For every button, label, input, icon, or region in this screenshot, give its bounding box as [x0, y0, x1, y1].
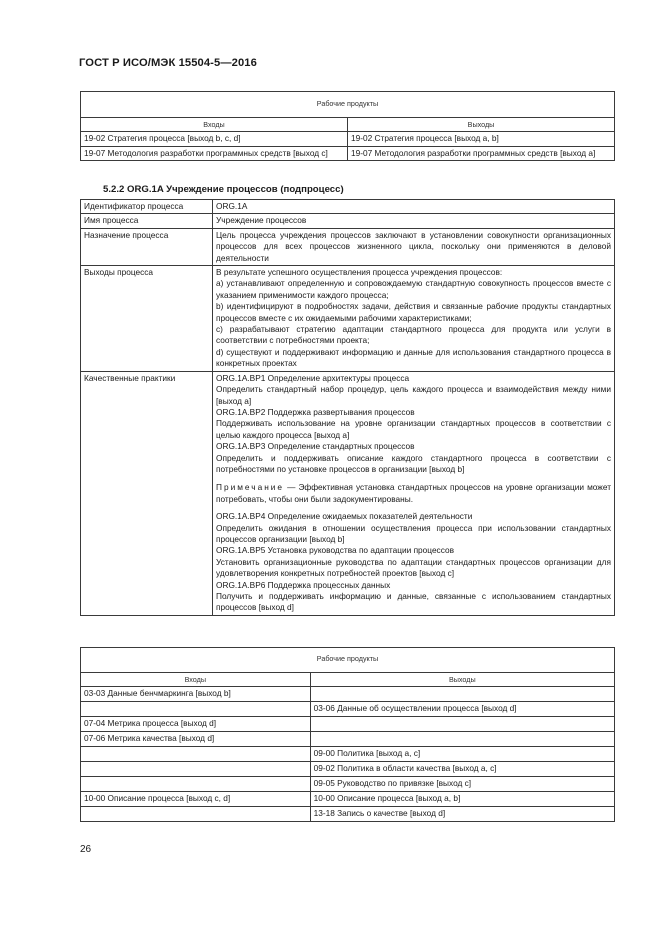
table3-out-5: 09-00 Политика [выход a, c] [310, 747, 614, 762]
outputs-cell [213, 266, 615, 372]
table-row [81, 732, 615, 747]
table-row [81, 702, 615, 717]
table-row [81, 777, 615, 792]
table1-col-inputs: Входы [81, 118, 348, 132]
work-products-table-2 [80, 647, 615, 822]
bp6-text: Получить и поддерживать информацию и данные, связанные с использованием стандартных процессов [выход d] [216, 591, 611, 613]
table3-col-inputs: Входы [81, 673, 311, 687]
bp3-text: Определить и поддерживать описание каждого стандартного процесса в соответствии с потребностями по установке процессов в организации [выход b] [216, 452, 611, 474]
table3-out-9: 13-18 Запись о качестве [выход d] [310, 807, 614, 822]
outputs-label: Выходы процесса [81, 266, 213, 372]
table1-out-2: 19-07 Методология разработки программных средств [выход a] [348, 146, 615, 160]
table1-out-1: 19-02 Стратегия процесса [выход a, b] [348, 132, 615, 146]
id-label: Идентификатор процесса [81, 200, 213, 214]
table3-out-6: 09-02 Политика в области качества [выход a, c] [310, 762, 614, 777]
table3-out-1 [310, 687, 614, 702]
table3-in-8: 10-00 Описание процесса [выход c, d] [81, 792, 311, 807]
work-products-table-1 [80, 91, 615, 161]
bp2-title: ORG.1A.BP2 Поддержка развертывания процессов [216, 406, 415, 417]
table3-out-4 [310, 732, 614, 747]
table3-in-5 [81, 747, 311, 762]
note-text: — Эффективная установка стандартных процессов на уровне организации может потребовать, чтобы они были задокументированы. [216, 482, 611, 504]
output-d: d) существуют и поддерживают информацию и данные для использования стандартного процесса в конкретных проектах [216, 346, 611, 369]
bp5-title: ORG.1A.BP5 Установка руководства по адаптации процессов [216, 545, 454, 556]
practices-label: Качественные практики [81, 371, 213, 615]
output-c: c) разрабатывают стратегию адаптации стандартного процесса для продукта или услуги в соответствии с потребностями проекта; [216, 324, 611, 346]
bp4-title: ORG.1A.BP4 Определение ожидаемых показателей деятельности [216, 511, 473, 522]
output-b: b) идентифицируют в подробностях задачи, действия и связанные рабочие продукты стандартных процессов вместе с их ожидаемыми рабочими характеристиками; [216, 301, 611, 323]
bp4-text: Определить ожидания в отношении осуществления процесса при использовании стандартных процессов организации [выход b] [216, 522, 611, 544]
table3-out-7: 09-05 Руководство по привязке [выход c] [310, 777, 614, 792]
table3-in-7 [81, 777, 311, 792]
bp5-text: Установить организационные руководства по адаптации стандартных процессов организации для удовлетворения конкретных потребностей проектов [выход c] [216, 556, 611, 579]
page-number: 26 [80, 844, 92, 855]
id-value: ORG.1A [213, 200, 615, 214]
note [216, 482, 611, 505]
section-title: 5.2.2 ORG.1A Учреждение процессов (подпроцесс) [103, 184, 344, 195]
table-row [81, 717, 615, 732]
bp1-text: Определить стандартный набор процедур, цель каждого процесса и взаимодействия между ними [выход a] [216, 384, 611, 406]
table3-col-outputs: Выходы [310, 673, 614, 687]
bp3-title: ORG.1A.BP3 Определение стандартных процессов [216, 441, 415, 452]
table-row [81, 132, 615, 146]
table1-col-outputs: Выходы [348, 118, 615, 132]
table3-out-8: 10-00 Описание процесса [выход a, b] [310, 792, 614, 807]
name-label: Имя процесса [81, 214, 213, 228]
table1-in-1: 19-02 Стратегия процесса [выход b, c, d] [81, 132, 348, 146]
output-a: а) устанавливают определенную и сопровождаемую стандартную совокупность процессов вместе с указанием применимости каждого процесса; [216, 278, 611, 300]
table3-out-3 [310, 717, 614, 732]
table3-in-6 [81, 762, 311, 777]
table-row [81, 747, 615, 762]
purpose-value: Цель процесса учреждения процессов заключают в установлении совокупности организационных процессов для всех процессов жизненного цикла, поскольку они применяются в деловой деятельности [213, 228, 615, 265]
bp6-title: ORG.1A.BP6 Поддержка процессных данных [216, 579, 391, 590]
table-row [81, 762, 615, 777]
note-label: Примечание [216, 482, 285, 493]
table-row [81, 792, 615, 807]
outputs-intro: В результате успешного осуществления процесса учреждения процессов: [216, 267, 503, 278]
table1-caption: Рабочие продукты [81, 92, 615, 118]
table3-in-3: 07-04 Метрика процесса [выход d] [81, 717, 311, 732]
table-row [81, 146, 615, 160]
bp2-text: Поддерживать использование на уровне организации стандартных процессов в соответствии с целью каждого процесса [выход a] [216, 418, 611, 440]
table-row [81, 687, 615, 702]
bp1-title: ORG.1A.BP1 Определение архитектуры процесса [216, 372, 410, 383]
table-row [81, 807, 615, 822]
table3-in-4: 07-06 Метрика качества [выход d] [81, 732, 311, 747]
practices-cell [213, 371, 615, 615]
table3-out-2: 03-06 Данные об осуществлении процесса [выход d] [310, 702, 614, 717]
table3-caption: Рабочие продукты [81, 648, 615, 673]
name-value: Учреждение процессов [213, 214, 615, 228]
page-header: ГОСТ Р ИСО/МЭК 15504-5—2016 [79, 57, 257, 69]
purpose-label: Назначение процесса [81, 228, 213, 265]
table1-in-2: 19-07 Методология разработки программных средств [выход c] [81, 146, 348, 160]
process-description-table [80, 199, 615, 616]
table3-in-1: 03-03 Данные бенчмаркинга [выход b] [81, 687, 311, 702]
table3-in-2 [81, 702, 311, 717]
table3-in-9 [81, 807, 311, 822]
